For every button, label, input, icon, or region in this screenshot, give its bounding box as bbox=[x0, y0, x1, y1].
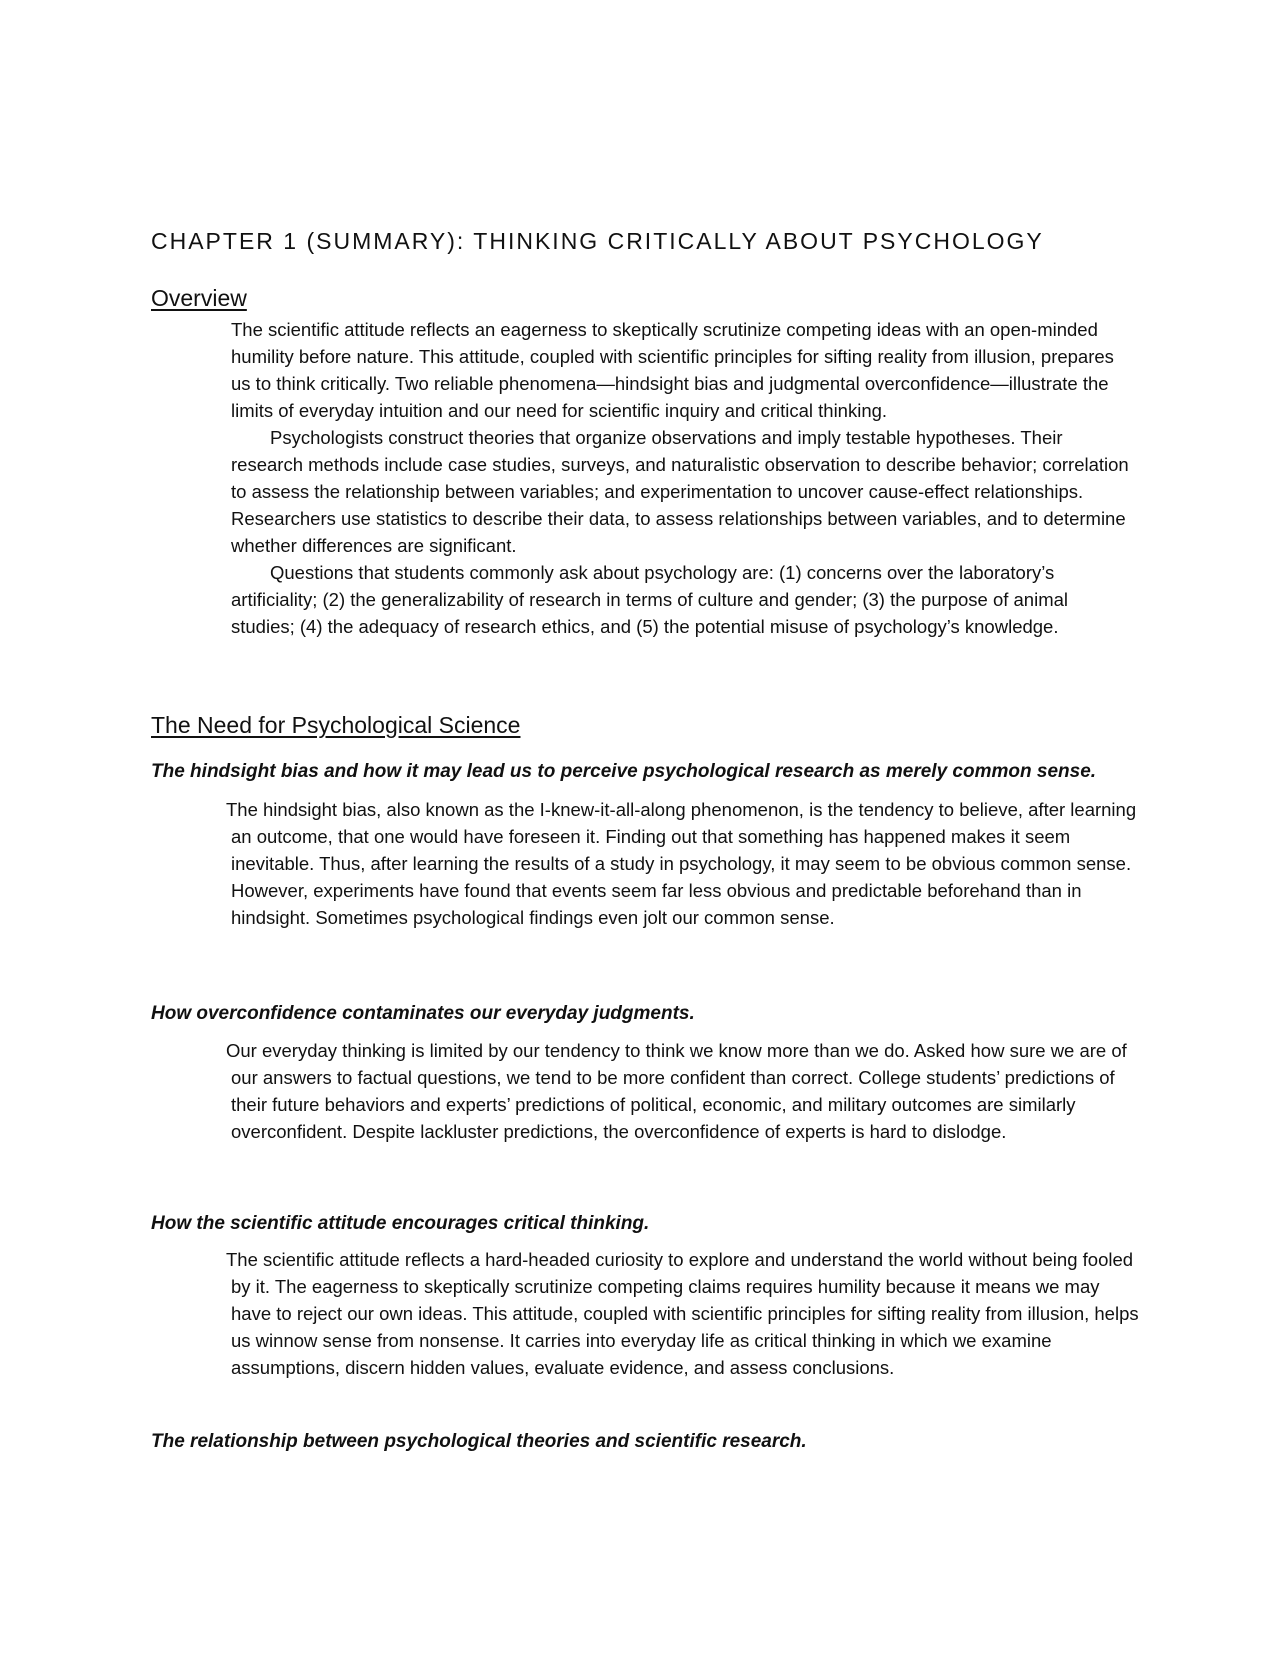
overview-paragraph: Questions that students commonly ask about psychology are: (1) concerns over the laboratory’s artificiality; (2) the generalizability of research in terms of culture and gender; (3) the purpose of animal studies; (4) the adequacy of research ethics, and (5) the potential misuse of psychology’s knowledge. bbox=[231, 562, 1069, 637]
subsection-title: The relationship between psychological theories and scientific research. bbox=[151, 1431, 807, 1452]
need-for-psych-science-heading: The Need for Psychological Science bbox=[151, 712, 521, 738]
subsection-body: The scientific attitude reflects a hard-headed curiosity to explore and understand the world without being fooled by it. The eagerness to skeptically scrutinize competing claims requires humility because it means we may have to reject our own ideas. This attitude, coupled with scientific principles for sifting reality from illusion, helps us winnow sense from nonsense. It carries into everyday life as critical thinking in which we examine assumptions, discern hidden values, evaluate evidence, and assess conclusions. bbox=[226, 1249, 1139, 1378]
overview-body bbox=[231, 316, 1131, 640]
subsection-body: The hindsight bias, also known as the I-knew-it-all-along phenomenon, is the tendency to believe, after learning an outcome, that one would have foreseen it. Finding out that something has happened makes it seem inevitable. Thus, after learning the results of a study in psychology, it may seem to be obvious common sense. However, experiments have found that events seem far less obvious and predictable beforehand than in hindsight. Sometimes psychological findings even jolt our common sense. bbox=[226, 799, 1137, 928]
chapter-title: CHAPTER 1 (SUMMARY): THINKING CRITICALLY ABOUT PSYCHOLOGY bbox=[151, 228, 1044, 254]
subsection-body: Our everyday thinking is limited by our tendency to think we know more than we do. Asked how sure we are of our answers to factual questions, we tend to be more confident than correct. College students’ predictions of their future behaviors and experts’ predictions of political, economic, and military outcomes are similarly overconfident. Despite lackluster predictions, the overconfidence of experts is hard to dislodge. bbox=[226, 1040, 1127, 1142]
overview-paragraph: Psychologists construct theories that organize observations and imply testable hypotheses. Their research methods include case studies, surveys, and naturalistic observation to describe behavior; correlation to assess the relationship between variables; and experimentation to uncover cause-effect relationships. Researchers use statistics to describe their data, to assess relationships between variables, and to determine whether differences are significant. bbox=[231, 427, 1129, 556]
overview-paragraph: The scientific attitude reflects an eagerness to skeptically scrutinize competing ideas with an open-minded humility before nature. This attitude, coupled with scientific principles for sifting reality from illusion, prepares us to think critically. Two reliable phenomena—hindsight bias and judgmental overconfidence—illustrate the limits of everyday intuition and our need for scientific inquiry and critical thinking. bbox=[231, 319, 1114, 421]
subsection-title: How the scientific attitude encourages critical thinking. bbox=[151, 1213, 650, 1234]
subsection-title: How overconfidence contaminates our everyday judgments. bbox=[151, 1003, 695, 1024]
overview-heading: Overview bbox=[151, 285, 247, 311]
subsection-title: The hindsight bias and how it may lead us to perceive psychological research as merely common sense. bbox=[151, 761, 1097, 782]
